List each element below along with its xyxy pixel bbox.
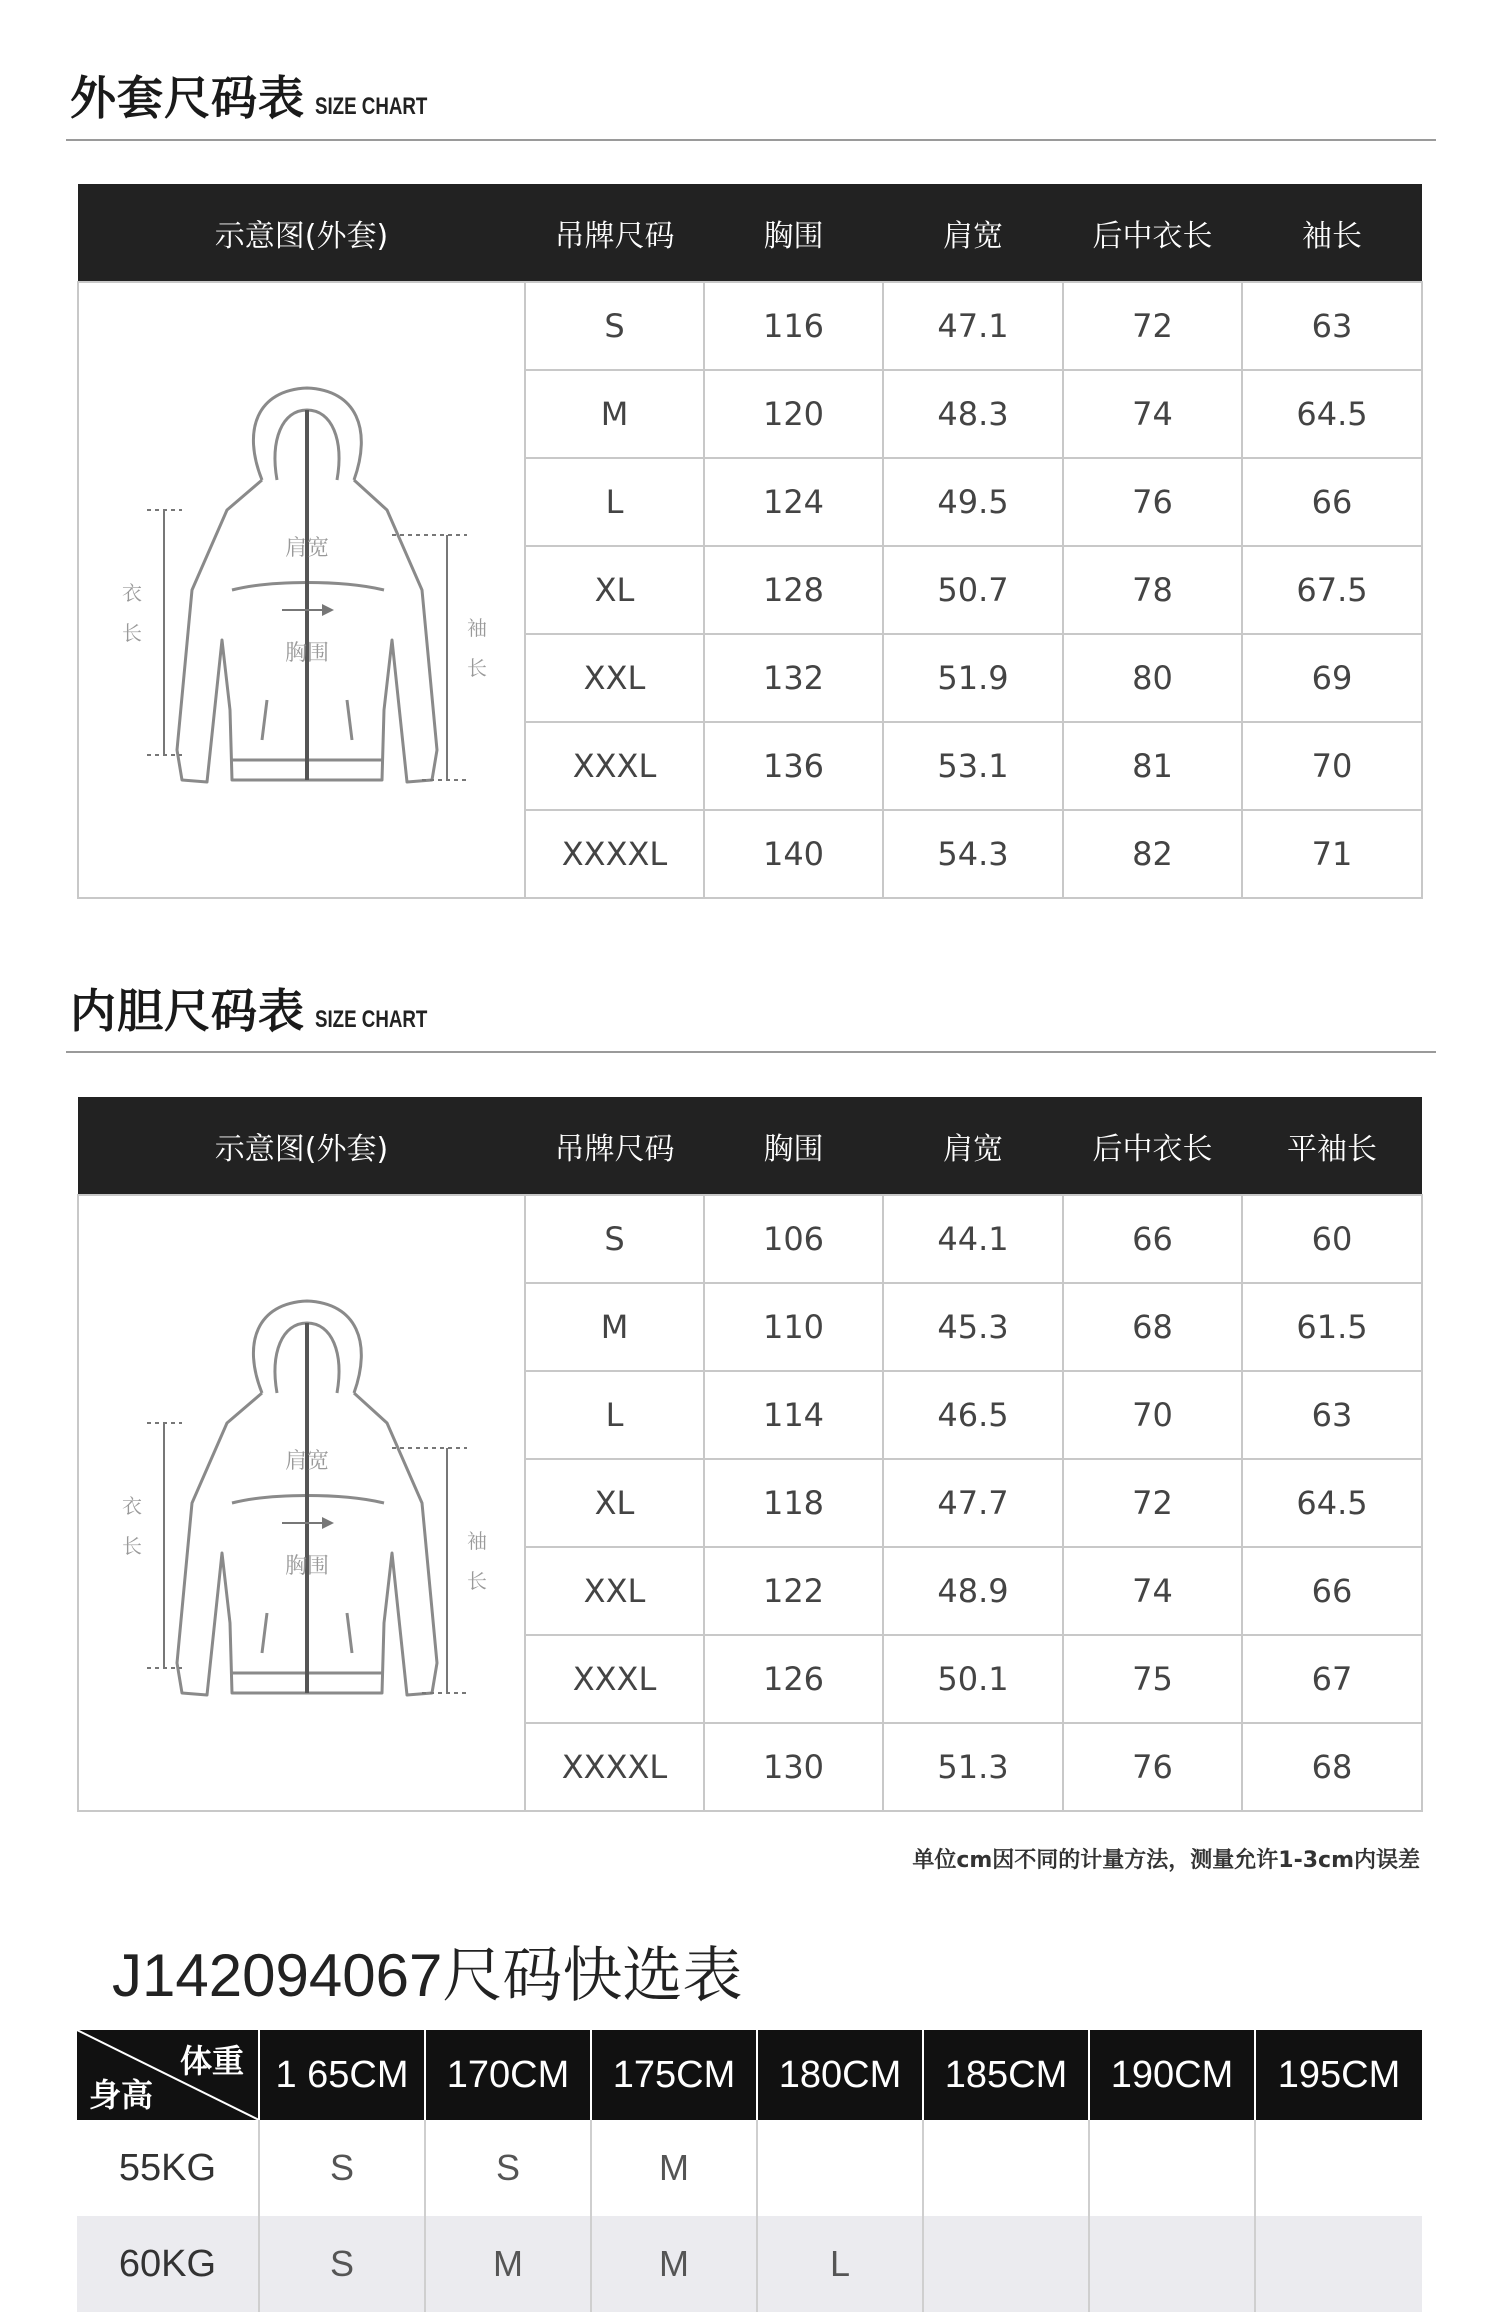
length-cell: 76: [1063, 458, 1242, 546]
shoulder-cell: 50.7: [883, 546, 1063, 634]
shoulder-cell: 48.3: [883, 370, 1063, 458]
quick-header-height: 180CM: [757, 2030, 923, 2120]
outer-size-table: [77, 184, 1423, 899]
sleeve-cell: 63: [1242, 1371, 1422, 1459]
size-cell: XL: [525, 1459, 704, 1547]
sleeve-cell: 60: [1242, 1195, 1422, 1283]
inner-divider: [66, 1051, 1436, 1053]
quick-row-weight: 60KG: [77, 2216, 259, 2312]
chest-cell: 114: [704, 1371, 883, 1459]
size-row: [78, 1195, 1422, 1283]
svg-text:长: 长: [466, 656, 487, 680]
corner-weight-label: 体重: [179, 2042, 244, 2080]
chest-cell: 124: [704, 458, 883, 546]
quick-header-height: 190CM: [1089, 2030, 1255, 2120]
length-cell: 75: [1063, 1635, 1242, 1723]
svg-text:袖: 袖: [466, 616, 487, 640]
outer-header-row: [78, 184, 1422, 282]
chest-cell: 126: [704, 1635, 883, 1723]
chest-cell: 128: [704, 546, 883, 634]
quick-size-cell: [923, 2120, 1089, 2216]
length-cell: 81: [1063, 722, 1242, 810]
shoulder-cell: 50.1: [883, 1635, 1063, 1723]
quick-header-height: 195CM: [1255, 2030, 1422, 2120]
svg-text:衣: 衣: [121, 1494, 142, 1518]
quick-size-cell: S: [425, 2120, 591, 2216]
inner-section-title: [70, 975, 459, 1041]
length-cell: 82: [1063, 810, 1242, 898]
shoulder-cell: 47.7: [883, 1459, 1063, 1547]
chest-cell: 132: [704, 634, 883, 722]
size-cell: M: [525, 370, 704, 458]
sleeve-cell: 70: [1242, 722, 1422, 810]
inner-size-table: [77, 1097, 1423, 1812]
length-cell: 76: [1063, 1723, 1242, 1811]
length-cell: 74: [1063, 370, 1242, 458]
outer-title-en: SIZE CHART: [315, 93, 428, 120]
quick-header-height: 175CM: [591, 2030, 757, 2120]
inner-title-en: SIZE CHART: [315, 1006, 428, 1033]
svg-text:衣: 衣: [121, 581, 142, 605]
svg-text:长: 长: [466, 1569, 487, 1593]
sleeve-cell: 66: [1242, 458, 1422, 546]
outer-header-sleeve: 袖长: [1242, 184, 1422, 282]
svg-text:胸围: 胸围: [284, 1554, 329, 1579]
inner-header-length: 后中衣长: [1063, 1097, 1242, 1195]
quick-corner-cell: [77, 2030, 259, 2120]
quick-size-cell: S: [259, 2120, 425, 2216]
sleeve-cell: 68: [1242, 1723, 1422, 1811]
sleeve-cell: 64.5: [1242, 370, 1422, 458]
length-cell: 66: [1063, 1195, 1242, 1283]
length-cell: 68: [1063, 1283, 1242, 1371]
chest-cell: 120: [704, 370, 883, 458]
shoulder-cell: 53.1: [883, 722, 1063, 810]
size-cell: XXXXL: [525, 1723, 704, 1811]
quick-header-height: 170CM: [425, 2030, 591, 2120]
quick-size-cell: [1089, 2120, 1255, 2216]
quick-size-cell: [1255, 2216, 1422, 2312]
svg-text:肩宽: 肩宽: [284, 536, 329, 561]
size-cell: XXXL: [525, 1635, 704, 1723]
size-cell: XXL: [525, 634, 704, 722]
outer-section-title: [70, 62, 459, 128]
length-cell: 70: [1063, 1371, 1242, 1459]
quick-size-cell: [923, 2216, 1089, 2312]
outer-header-length: 后中衣长: [1063, 184, 1242, 282]
chest-cell: 140: [704, 810, 883, 898]
sleeve-cell: 64.5: [1242, 1459, 1422, 1547]
quick-header-height: 185CM: [923, 2030, 1089, 2120]
size-cell: S: [525, 1195, 704, 1283]
outer-header-size: 吊牌尺码: [525, 184, 704, 282]
outer-divider: [66, 139, 1436, 141]
quick-select-table: [77, 2030, 1422, 2312]
shoulder-cell: 46.5: [883, 1371, 1063, 1459]
inner-header-sleeve: 平袖长: [1242, 1097, 1422, 1195]
inner-header-shoulder: 肩宽: [883, 1097, 1063, 1195]
outer-title-cn: 外套尺码表: [70, 71, 305, 125]
svg-text:胸围: 胸围: [284, 641, 329, 666]
length-cell: 74: [1063, 1547, 1242, 1635]
inner-diagram-cell: [78, 1195, 525, 1811]
quick-header-row: [77, 2030, 1422, 2120]
chest-cell: 116: [704, 282, 883, 370]
inner-header-diagram: 示意图(外套): [78, 1097, 525, 1195]
sleeve-cell: 61.5: [1242, 1283, 1422, 1371]
svg-text:肩宽: 肩宽: [284, 1449, 329, 1474]
quick-select-title: J142094067尺码快选表: [112, 1942, 743, 2009]
size-cell: S: [525, 282, 704, 370]
chest-cell: 122: [704, 1547, 883, 1635]
quick-header-height: 1 65CM: [259, 2030, 425, 2120]
size-cell: XXXXL: [525, 810, 704, 898]
quick-size-cell: [1089, 2216, 1255, 2312]
quick-size-cell: L: [757, 2216, 923, 2312]
quick-size-cell: S: [259, 2216, 425, 2312]
chest-cell: 106: [704, 1195, 883, 1283]
inner-header-size: 吊牌尺码: [525, 1097, 704, 1195]
jacket-diagram: [92, 1223, 512, 1783]
size-cell: XL: [525, 546, 704, 634]
shoulder-cell: 48.9: [883, 1547, 1063, 1635]
corner-height-label: 身高: [89, 2076, 154, 2114]
outer-header-diagram: 示意图(外套): [78, 184, 525, 282]
quick-size-cell: M: [591, 2120, 757, 2216]
quick-size-cell: M: [591, 2216, 757, 2312]
inner-header-chest: 胸围: [704, 1097, 883, 1195]
length-cell: 78: [1063, 546, 1242, 634]
shoulder-cell: 44.1: [883, 1195, 1063, 1283]
chest-cell: 118: [704, 1459, 883, 1547]
quick-size-cell: M: [425, 2216, 591, 2312]
sleeve-cell: 69: [1242, 634, 1422, 722]
svg-text:长: 长: [121, 1534, 142, 1558]
svg-text:袖: 袖: [466, 1529, 487, 1553]
outer-header-shoulder: 肩宽: [883, 184, 1063, 282]
chest-cell: 130: [704, 1723, 883, 1811]
outer-diagram-cell: [78, 282, 525, 898]
quick-row: [77, 2120, 1422, 2216]
quick-row: [77, 2216, 1422, 2312]
size-cell: L: [525, 1371, 704, 1459]
quick-size-cell: [1255, 2120, 1422, 2216]
shoulder-cell: 45.3: [883, 1283, 1063, 1371]
shoulder-cell: 54.3: [883, 810, 1063, 898]
chest-cell: 136: [704, 722, 883, 810]
quick-row-weight: 55KG: [118, 2146, 217, 2189]
shoulder-cell: 51.9: [883, 634, 1063, 722]
inner-header-row: [78, 1097, 1422, 1195]
sleeve-cell: 67.5: [1242, 546, 1422, 634]
length-cell: 72: [1063, 282, 1242, 370]
size-cell: XXL: [525, 1547, 704, 1635]
shoulder-cell: 49.5: [883, 458, 1063, 546]
sleeve-cell: 66: [1242, 1547, 1422, 1635]
shoulder-cell: 51.3: [883, 1723, 1063, 1811]
size-row: [78, 282, 1422, 370]
sleeve-cell: 71: [1242, 810, 1422, 898]
chest-cell: 110: [704, 1283, 883, 1371]
size-cell: M: [525, 1283, 704, 1371]
sleeve-cell: 63: [1242, 282, 1422, 370]
sleeve-cell: 67: [1242, 1635, 1422, 1723]
quick-size-cell: [757, 2120, 923, 2216]
size-cell: XXXL: [525, 722, 704, 810]
inner-title-cn: 内胆尺码表: [70, 984, 305, 1038]
size-cell: L: [525, 458, 704, 546]
length-cell: 80: [1063, 634, 1242, 722]
svg-text:长: 长: [121, 621, 142, 645]
outer-header-chest: 胸围: [704, 184, 883, 282]
length-cell: 72: [1063, 1459, 1242, 1547]
shoulder-cell: 47.1: [883, 282, 1063, 370]
jacket-diagram: [92, 310, 512, 870]
measurement-note: 单位cm因不同的计量方法，测量允许1-3cm内误差: [912, 1848, 1420, 1873]
